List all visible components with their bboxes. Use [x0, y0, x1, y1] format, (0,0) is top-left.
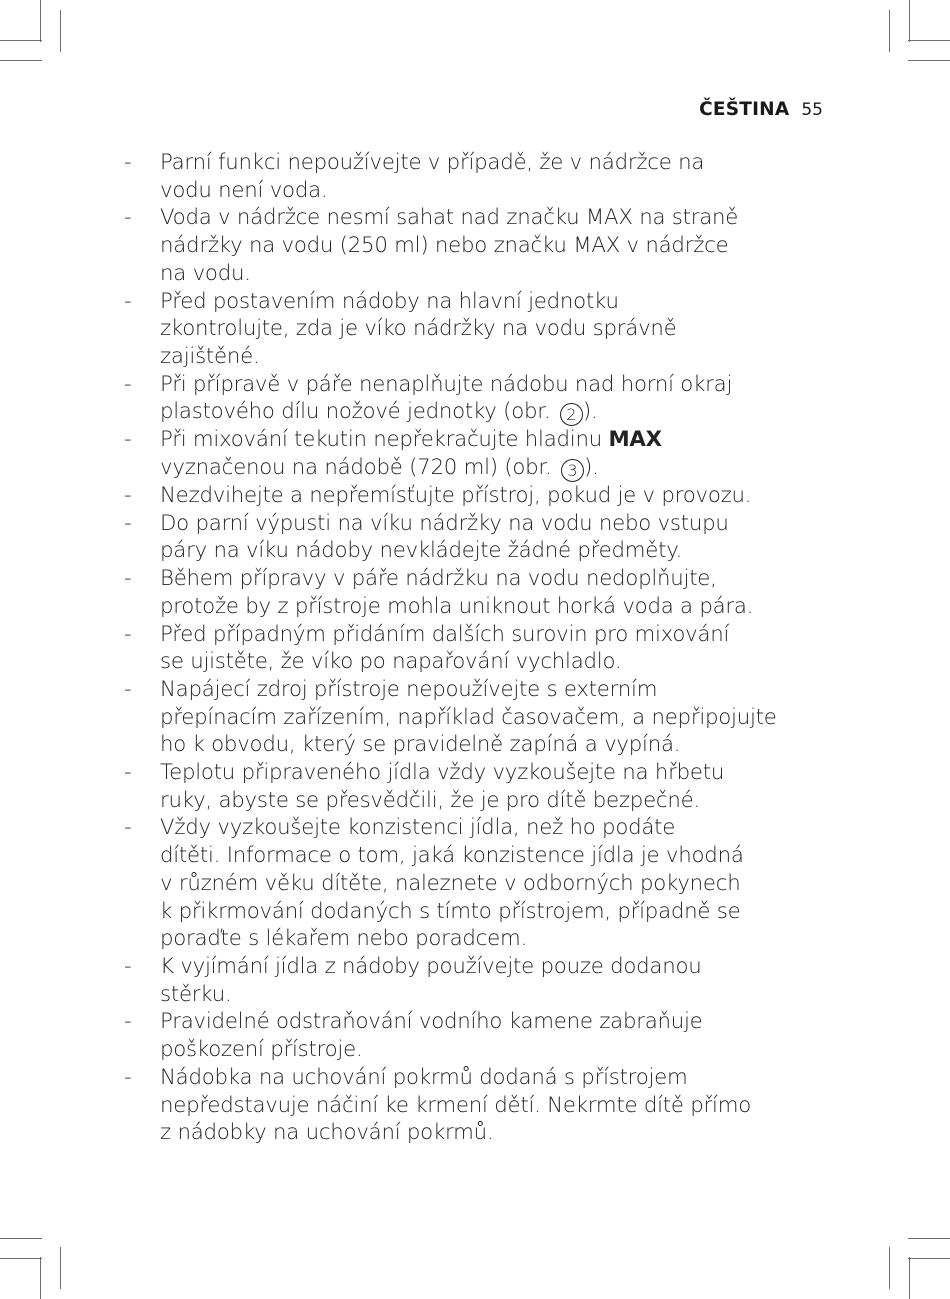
text-line: Vždy vyzkoušejte konzistenci jídla, než ho podáte — [160, 815, 676, 841]
crop-mark — [0, 1258, 42, 1259]
list-item — [124, 288, 844, 371]
text-line: Před postavením nádoby na hlavní jednotku — [160, 288, 619, 314]
text-segment: vyznačenou na nádobě (720 ml) (obr. — [160, 455, 559, 481]
bullet-dash: - — [124, 1064, 132, 1090]
text-line: Nádobka na uchování pokrmů dodaná s přístrojem — [160, 1064, 688, 1090]
text-segment: ). — [582, 399, 598, 425]
max-label: MAX — [608, 427, 662, 453]
bullet-dash: - — [124, 483, 132, 509]
list-item — [124, 565, 844, 620]
list-item — [124, 149, 844, 204]
bullet-dash: - — [124, 953, 132, 979]
list-item — [124, 371, 844, 427]
crop-mark — [40, 1257, 41, 1299]
crop-mark — [908, 1258, 950, 1259]
text-line — [160, 398, 844, 426]
text-line: páry na víku nádoby nevkládejte žádné předměty. — [160, 538, 683, 564]
list-item — [124, 814, 844, 953]
crop-mark — [40, 0, 41, 42]
text-line: Pravidelné odstraňování vodního kamene zabraňuje — [160, 1009, 703, 1035]
text-segment: Při mixování tekutin nepřekračujte hladinu — [160, 427, 609, 453]
bullet-dash: - — [124, 760, 132, 786]
text-segment: ). — [584, 455, 599, 481]
text-line: Napájecí zdroj přístroje nepoužívejte s externím — [160, 676, 658, 702]
text-line — [160, 426, 844, 454]
text-line: Před případným přidáním dalších surovin pro mixování — [160, 621, 730, 647]
text-line: Voda v nádržce nesmí sahat nad značku MAX na straně — [160, 205, 739, 231]
text-line: v různém věku dítěte, naleznete v odborných pokynech — [160, 870, 741, 896]
crop-mark — [60, 10, 61, 52]
page-number: 55 — [801, 100, 823, 120]
text-line: přepínacím zařízením, například časovačem, a nepřipojujte — [160, 704, 777, 730]
list-item — [124, 759, 844, 814]
text-line: ho k obvodu, který se pravidelně zapíná a vypíná. — [160, 732, 681, 758]
crop-mark — [909, 0, 910, 42]
bullet-dash: - — [124, 510, 132, 536]
list-item — [124, 482, 844, 510]
list-item — [124, 204, 844, 287]
list-item — [124, 510, 844, 565]
crop-mark — [0, 40, 42, 41]
bullet-dash: - — [124, 288, 132, 314]
bullet-dash: - — [124, 566, 132, 592]
list-item — [124, 426, 844, 482]
crop-mark — [908, 60, 950, 61]
bullet-dash: - — [124, 205, 132, 231]
text-line: na vodu. — [160, 260, 251, 286]
text-line: nepředstavuje náčiní ke krmení dětí. Nekrmte dítě přímo — [160, 1092, 751, 1118]
text-line: zkontrolujte, zda je víko nádržky na vodu správně — [160, 316, 677, 342]
figure-reference-icon: 3 — [561, 459, 584, 482]
text-line: Nezdvihejte a nepřemísťujte přístroj, pokud je v provozu. — [160, 483, 752, 509]
text-line: Do parní výpusti na víku nádržky na vodu nebo vstupu — [160, 510, 729, 536]
list-item — [124, 1064, 844, 1147]
text-line: dítěti. Informace o tom, jaká konzistence jídla je vhodná — [160, 843, 744, 869]
bullet-dash: - — [124, 815, 132, 841]
list-item — [124, 676, 844, 759]
crop-mark — [0, 60, 42, 61]
crop-mark — [60, 1247, 61, 1289]
safety-notes-list — [124, 149, 844, 1147]
crop-mark — [0, 1238, 42, 1239]
crop-mark — [908, 1238, 950, 1239]
bullet-dash: - — [124, 676, 132, 702]
section-title: ČEŠTINA — [699, 99, 790, 120]
text-line: Při přípravě v páře nenaplňujte nádobu nad horní okraj — [160, 371, 733, 397]
text-line: Během přípravy v páře nádržku na vodu nedoplňujte, — [160, 566, 717, 592]
text-line: k přikrmování dodaných s tímto přístrojem, případně se — [160, 898, 741, 924]
bullet-dash: - — [124, 150, 132, 175]
crop-mark — [889, 1247, 890, 1289]
text-line: nádržky na vodu (250 ml) nebo značku MAX v nádržce — [160, 233, 729, 259]
list-item — [124, 1008, 844, 1063]
text-line: poraďte s lékařem nebo poradcem. — [160, 926, 528, 952]
crop-mark — [909, 1257, 910, 1299]
text-line: poškození přístroje. — [160, 1037, 363, 1063]
text-line — [160, 454, 844, 482]
text-line: se ujistěte, že víko po napařování vychladlo. — [160, 649, 622, 675]
text-line: K vyjímání jídla z nádoby používejte pouze dodanou — [160, 953, 702, 979]
text-line: Teplotu připraveného jídla vždy vyzkoušejte na hřbetu — [160, 760, 725, 786]
text-line: z nádobky na uchování pokrmů. — [160, 1120, 494, 1146]
text-line: zajištěné. — [160, 343, 260, 369]
list-item — [124, 621, 844, 676]
bullet-dash: - — [124, 1009, 132, 1035]
text-line: ruky, abyste se přesvědčili, že je pro dítě bezpečné. — [160, 787, 701, 813]
bullet-dash: - — [124, 371, 132, 397]
page-header — [699, 99, 823, 123]
bullet-dash: - — [124, 621, 132, 647]
text-segment: plastového dílu nožové jednotky (obr. — [160, 399, 557, 425]
crop-mark — [889, 10, 890, 52]
crop-mark — [908, 40, 950, 41]
list-item — [124, 953, 844, 1008]
bullet-dash: - — [124, 427, 132, 453]
text-line: stěrku. — [160, 981, 232, 1007]
figure-reference-icon: 2 — [560, 403, 583, 426]
text-line: protože by z přístroje mohla uniknout horká voda a pára. — [160, 593, 754, 619]
text-line: vodu není voda. — [160, 177, 328, 203]
text-line: Parní funkci nepoužívejte v případě, že v nádržce na — [160, 150, 705, 175]
